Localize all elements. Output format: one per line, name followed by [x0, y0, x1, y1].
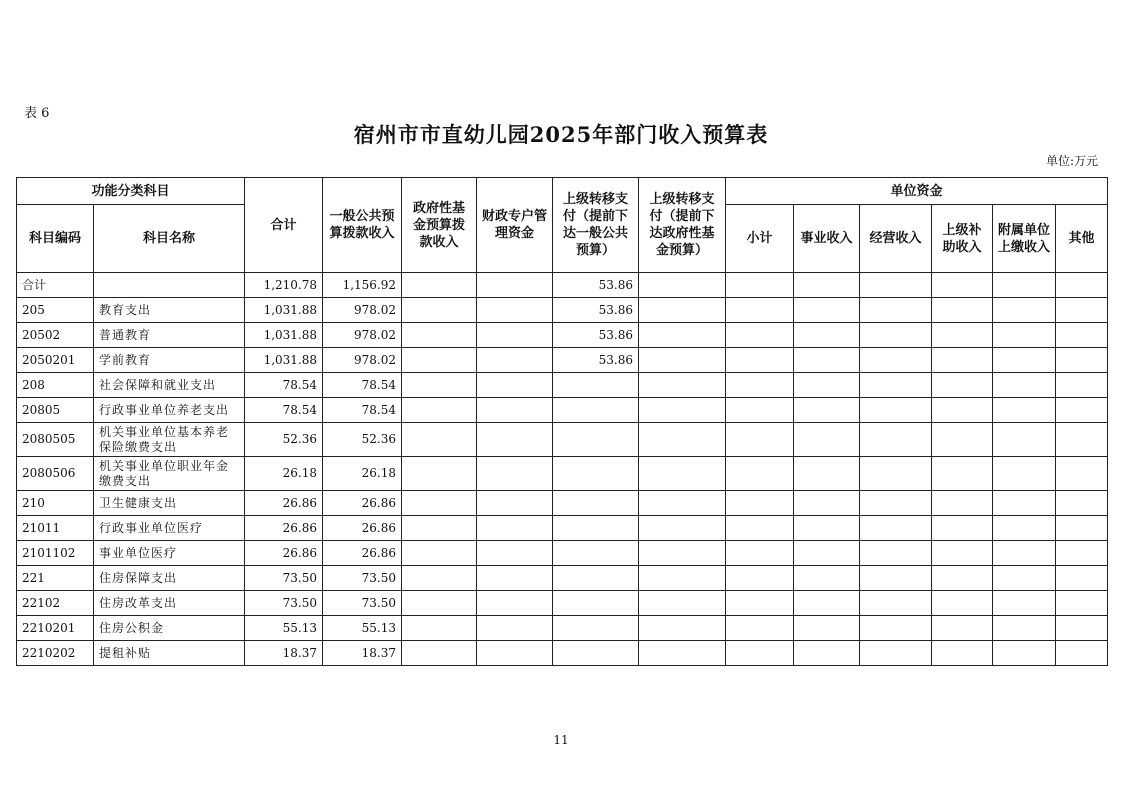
cell-total: 78.54 [245, 373, 323, 398]
cell-operating-income [860, 616, 932, 641]
cell-total: 26.86 [245, 516, 323, 541]
header-gov-fund: 政府性基金预算拨款收入 [402, 178, 477, 273]
cell-total: 26.86 [245, 541, 323, 566]
cell-name: 普通教育 [94, 323, 245, 348]
cell-affiliated-income [993, 457, 1056, 491]
cell-general-budget: 73.50 [323, 566, 402, 591]
header-transfer-fund: 上级转移支付（提前下达政府性基金预算） [639, 178, 726, 273]
cell-general-budget: 978.02 [323, 298, 402, 323]
cell-subtotal [726, 616, 794, 641]
cell-business-income [794, 348, 860, 373]
cell-code: 2101102 [17, 541, 94, 566]
cell-operating-income [860, 373, 932, 398]
cell-superior-subsidy [932, 348, 993, 373]
cell-fiscal-special [477, 457, 553, 491]
cell-affiliated-income [993, 641, 1056, 666]
cell-subtotal [726, 398, 794, 423]
cell-transfer-fund [639, 423, 726, 457]
cell-transfer-fund [639, 541, 726, 566]
cell-code: 2050201 [17, 348, 94, 373]
table-row [17, 373, 1108, 398]
cell-transfer-fund [639, 323, 726, 348]
cell-transfer-fund [639, 566, 726, 591]
cell-subtotal [726, 373, 794, 398]
table-row [17, 457, 1108, 491]
table-row [17, 566, 1108, 591]
cell-total: 26.18 [245, 457, 323, 491]
cell-other [1056, 298, 1108, 323]
cell-transfer-general [553, 616, 639, 641]
cell-transfer-fund [639, 591, 726, 616]
cell-business-income [794, 491, 860, 516]
cell-superior-subsidy [932, 591, 993, 616]
cell-code: 2080505 [17, 423, 94, 457]
cell-total: 18.37 [245, 641, 323, 666]
cell-affiliated-income [993, 323, 1056, 348]
cell-fiscal-special [477, 348, 553, 373]
cell-general-budget: 1,156.92 [323, 273, 402, 298]
cell-total: 1,031.88 [245, 298, 323, 323]
cell-business-income [794, 373, 860, 398]
cell-transfer-fund [639, 373, 726, 398]
cell-code: 20502 [17, 323, 94, 348]
cell-transfer-fund [639, 491, 726, 516]
table-row [17, 541, 1108, 566]
cell-transfer-general: 53.86 [553, 323, 639, 348]
cell-business-income [794, 516, 860, 541]
cell-code: 208 [17, 373, 94, 398]
cell-operating-income [860, 566, 932, 591]
cell-other [1056, 423, 1108, 457]
cell-fiscal-special [477, 591, 553, 616]
cell-superior-subsidy [932, 541, 993, 566]
cell-operating-income [860, 348, 932, 373]
cell-business-income [794, 566, 860, 591]
cell-transfer-general: 53.86 [553, 273, 639, 298]
cell-general-budget: 978.02 [323, 348, 402, 373]
cell-affiliated-income [993, 398, 1056, 423]
cell-code: 2210201 [17, 616, 94, 641]
cell-superior-subsidy [932, 491, 993, 516]
cell-gov-fund [402, 457, 477, 491]
header-transfer-general: 上级转移支付（提前下达一般公共预算） [553, 178, 639, 273]
cell-transfer-general [553, 641, 639, 666]
cell-operating-income [860, 398, 932, 423]
cell-business-income [794, 591, 860, 616]
cell-transfer-general [553, 591, 639, 616]
cell-operating-income [860, 323, 932, 348]
budget-table [16, 177, 1108, 666]
page-title: 宿州市市直幼儿园2025年部门收入预算表 [353, 122, 769, 147]
cell-affiliated-income [993, 541, 1056, 566]
cell-subtotal [726, 348, 794, 373]
cell-superior-subsidy [932, 323, 993, 348]
header-other: 其他 [1056, 205, 1108, 273]
cell-fiscal-special [477, 541, 553, 566]
cell-business-income [794, 298, 860, 323]
cell-gov-fund [402, 323, 477, 348]
table-row [17, 348, 1108, 373]
table-row [17, 273, 1108, 298]
cell-name: 机关事业单位基本养老保险缴费支出 [94, 423, 245, 457]
cell-fiscal-special [477, 516, 553, 541]
cell-other [1056, 373, 1108, 398]
cell-transfer-general [553, 566, 639, 591]
cell-fiscal-special [477, 373, 553, 398]
cell-code: 21011 [17, 516, 94, 541]
cell-operating-income [860, 298, 932, 323]
cell-other [1056, 457, 1108, 491]
cell-superior-subsidy [932, 516, 993, 541]
cell-total: 73.50 [245, 566, 323, 591]
cell-subtotal [726, 298, 794, 323]
cell-operating-income [860, 591, 932, 616]
table-row [17, 491, 1108, 516]
cell-fiscal-special [477, 423, 553, 457]
cell-gov-fund [402, 348, 477, 373]
cell-fiscal-special [477, 323, 553, 348]
cell-transfer-general [553, 423, 639, 457]
cell-subtotal [726, 491, 794, 516]
header-name: 科目名称 [94, 205, 245, 273]
cell-operating-income [860, 641, 932, 666]
table-row [17, 423, 1108, 457]
cell-other [1056, 323, 1108, 348]
cell-transfer-fund [639, 348, 726, 373]
header-business-income: 事业收入 [794, 205, 860, 273]
cell-business-income [794, 641, 860, 666]
cell-total: 26.86 [245, 491, 323, 516]
page-number: 11 [553, 733, 569, 747]
cell-transfer-fund [639, 398, 726, 423]
cell-fiscal-special [477, 641, 553, 666]
cell-operating-income [860, 541, 932, 566]
cell-affiliated-income [993, 566, 1056, 591]
cell-fiscal-special [477, 566, 553, 591]
header-total: 合计 [245, 178, 323, 273]
cell-transfer-fund [639, 457, 726, 491]
cell-business-income [794, 398, 860, 423]
header-operating-income: 经营收入 [860, 205, 932, 273]
cell-code: 205 [17, 298, 94, 323]
cell-general-budget: 26.86 [323, 541, 402, 566]
cell-other [1056, 616, 1108, 641]
header-affiliated-income: 附属单位上缴收入 [993, 205, 1056, 273]
cell-transfer-general [553, 373, 639, 398]
cell-other [1056, 516, 1108, 541]
cell-transfer-general [553, 541, 639, 566]
cell-gov-fund [402, 541, 477, 566]
cell-superior-subsidy [932, 373, 993, 398]
cell-code: 合计 [17, 273, 94, 298]
cell-other [1056, 641, 1108, 666]
cell-general-budget: 78.54 [323, 373, 402, 398]
header-functional-group: 功能分类科目 [17, 178, 245, 205]
cell-name: 住房公积金 [94, 616, 245, 641]
cell-gov-fund [402, 591, 477, 616]
cell-total: 1,031.88 [245, 323, 323, 348]
cell-superior-subsidy [932, 398, 993, 423]
cell-business-income [794, 273, 860, 298]
cell-gov-fund [402, 373, 477, 398]
cell-superior-subsidy [932, 423, 993, 457]
cell-business-income [794, 457, 860, 491]
cell-total: 78.54 [245, 398, 323, 423]
cell-total: 1,210.78 [245, 273, 323, 298]
cell-superior-subsidy [932, 616, 993, 641]
cell-general-budget: 26.86 [323, 491, 402, 516]
cell-general-budget: 73.50 [323, 591, 402, 616]
table-row [17, 298, 1108, 323]
cell-transfer-general [553, 516, 639, 541]
header-fiscal-special: 财政专户管理资金 [477, 178, 553, 273]
cell-transfer-fund [639, 641, 726, 666]
cell-other [1056, 348, 1108, 373]
cell-subtotal [726, 641, 794, 666]
cell-other [1056, 541, 1108, 566]
cell-name: 行政事业单位养老支出 [94, 398, 245, 423]
table-row [17, 323, 1108, 348]
cell-code: 221 [17, 566, 94, 591]
cell-gov-fund [402, 516, 477, 541]
cell-transfer-general [553, 491, 639, 516]
cell-other [1056, 491, 1108, 516]
cell-subtotal [726, 516, 794, 541]
cell-transfer-general [553, 398, 639, 423]
cell-other [1056, 398, 1108, 423]
cell-subtotal [726, 423, 794, 457]
cell-other [1056, 591, 1108, 616]
table-row [17, 641, 1108, 666]
cell-gov-fund [402, 398, 477, 423]
cell-gov-fund [402, 273, 477, 298]
cell-fiscal-special [477, 273, 553, 298]
cell-superior-subsidy [932, 641, 993, 666]
cell-other [1056, 273, 1108, 298]
cell-affiliated-income [993, 491, 1056, 516]
cell-name: 事业单位医疗 [94, 541, 245, 566]
cell-transfer-general [553, 457, 639, 491]
cell-subtotal [726, 273, 794, 298]
cell-name: 社会保障和就业支出 [94, 373, 245, 398]
cell-total: 55.13 [245, 616, 323, 641]
cell-subtotal [726, 591, 794, 616]
header-general-budget: 一般公共预算拨款收入 [323, 178, 402, 273]
cell-subtotal [726, 323, 794, 348]
cell-general-budget: 55.13 [323, 616, 402, 641]
cell-transfer-fund [639, 298, 726, 323]
cell-subtotal [726, 566, 794, 591]
table-row [17, 616, 1108, 641]
cell-superior-subsidy [932, 566, 993, 591]
table-label: 表 6 [24, 106, 50, 121]
header-superior-subsidy: 上级补助收入 [932, 205, 993, 273]
cell-code: 2210202 [17, 641, 94, 666]
cell-other [1056, 566, 1108, 591]
cell-affiliated-income [993, 591, 1056, 616]
cell-affiliated-income [993, 616, 1056, 641]
cell-gov-fund [402, 566, 477, 591]
cell-business-income [794, 423, 860, 457]
table-row [17, 591, 1108, 616]
cell-fiscal-special [477, 616, 553, 641]
cell-code: 210 [17, 491, 94, 516]
cell-total: 73.50 [245, 591, 323, 616]
cell-name: 住房保障支出 [94, 566, 245, 591]
cell-fiscal-special [477, 398, 553, 423]
cell-name: 教育支出 [94, 298, 245, 323]
cell-affiliated-income [993, 373, 1056, 398]
cell-name: 提租补贴 [94, 641, 245, 666]
header-subtotal: 小计 [726, 205, 794, 273]
cell-affiliated-income [993, 516, 1056, 541]
cell-gov-fund [402, 491, 477, 516]
cell-name: 机关事业单位职业年金缴费支出 [94, 457, 245, 491]
cell-subtotal [726, 541, 794, 566]
header-code: 科目编码 [17, 205, 94, 273]
cell-superior-subsidy [932, 457, 993, 491]
cell-gov-fund [402, 298, 477, 323]
cell-general-budget: 52.36 [323, 423, 402, 457]
cell-name [94, 273, 245, 298]
cell-name: 住房改革支出 [94, 591, 245, 616]
header-unit-funds: 单位资金 [726, 178, 1108, 205]
cell-operating-income [860, 516, 932, 541]
cell-general-budget: 26.18 [323, 457, 402, 491]
table-row [17, 398, 1108, 423]
cell-business-income [794, 616, 860, 641]
cell-code: 22102 [17, 591, 94, 616]
cell-gov-fund [402, 616, 477, 641]
cell-affiliated-income [993, 423, 1056, 457]
cell-fiscal-special [477, 298, 553, 323]
cell-total: 1,031.88 [245, 348, 323, 373]
cell-name: 行政事业单位医疗 [94, 516, 245, 541]
cell-superior-subsidy [932, 298, 993, 323]
cell-business-income [794, 541, 860, 566]
cell-superior-subsidy [932, 273, 993, 298]
cell-fiscal-special [477, 491, 553, 516]
cell-transfer-fund [639, 616, 726, 641]
cell-general-budget: 18.37 [323, 641, 402, 666]
cell-operating-income [860, 423, 932, 457]
cell-business-income [794, 323, 860, 348]
cell-affiliated-income [993, 273, 1056, 298]
cell-name: 卫生健康支出 [94, 491, 245, 516]
unit-label: 单位:万元 [1045, 154, 1098, 168]
table-row [17, 516, 1108, 541]
cell-operating-income [860, 273, 932, 298]
cell-total: 52.36 [245, 423, 323, 457]
cell-affiliated-income [993, 298, 1056, 323]
cell-transfer-general: 53.86 [553, 348, 639, 373]
cell-general-budget: 978.02 [323, 323, 402, 348]
cell-general-budget: 78.54 [323, 398, 402, 423]
cell-affiliated-income [993, 348, 1056, 373]
cell-operating-income [860, 491, 932, 516]
cell-gov-fund [402, 641, 477, 666]
cell-operating-income [860, 457, 932, 491]
cell-transfer-general: 53.86 [553, 298, 639, 323]
cell-name: 学前教育 [94, 348, 245, 373]
cell-code: 20805 [17, 398, 94, 423]
cell-transfer-fund [639, 516, 726, 541]
cell-code: 2080506 [17, 457, 94, 491]
cell-general-budget: 26.86 [323, 516, 402, 541]
cell-subtotal [726, 457, 794, 491]
cell-gov-fund [402, 423, 477, 457]
cell-transfer-fund [639, 273, 726, 298]
